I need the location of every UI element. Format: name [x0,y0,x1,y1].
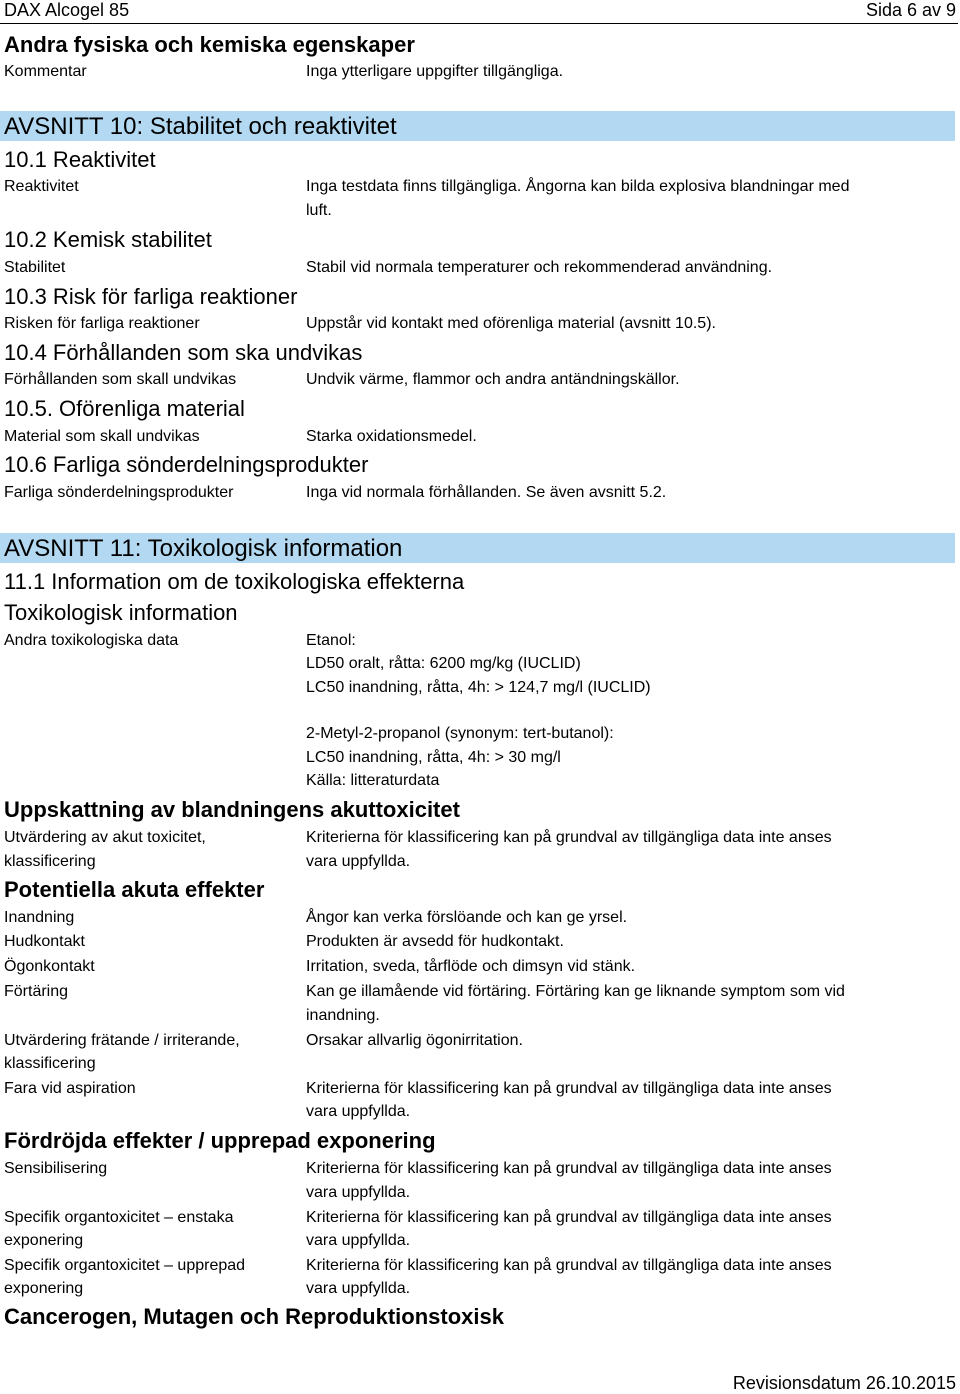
field-value-sensitisation-line2: vara uppfyllda. [306,1184,411,1201]
field-value-comment: Inga ytterligare uppgifter tillgängliga. [306,63,564,80]
field-value-acute-tox-line2: vara uppfyllda. [306,853,411,870]
subsection-10-4-title: 10.4 Förhållanden som ska undvikas [4,340,363,365]
field-value-decomposition-products: Inga vid normala förhållanden. Se även avsnitt 5.2. [306,484,667,501]
field-label-other-tox-data: Andra toxikologiska data [4,632,179,649]
field-value-stot-se-line1: Kriterierna för klassificering kan på grundval av tillgängliga data inte anses [306,1209,832,1226]
field-value-stot-re-line2: vara uppfyllda. [306,1280,411,1297]
page-number: Sida 6 av 9 [865,0,956,20]
field-label-stability: Stabilitet [4,259,66,276]
field-value-hazardous-reactions: Uppstår vid kontakt med oförenliga material (avsnitt 10.5). [306,315,716,332]
field-value-incompatible-materials: Starka oxidationsmedel. [306,428,477,445]
revision-date: Revisionsdatum 26.10.2015 [732,1373,956,1393]
field-label-conditions-avoid: Förhållanden som skall undvikas [4,371,237,388]
field-label-inhalation: Inandning [4,909,75,926]
subsection-10-1-title: 10.1 Reaktivitet [4,147,156,172]
subsection-10-5-title: 10.5. Oförenliga material [4,396,245,421]
tox-line: LD50 oralt, råtta: 6200 mg/kg (IUCLID) [306,655,581,672]
field-value-aspiration-line2: vara uppfyllda. [306,1103,411,1120]
potential-effects-title: Potentiella akuta effekter [4,877,265,902]
field-label-stot-se-2: exponering [4,1232,84,1249]
subsection-10-3-title: 10.3 Risk för farliga reaktioner [4,284,298,309]
field-value-corrosion: Orsakar allvarlig ögonirritation. [306,1032,523,1049]
acute-tox-title: Uppskattning av blandningens akuttoxicitet [4,797,460,822]
field-label-incompatible-materials: Material som skall undvikas [4,428,200,445]
field-label-sensitisation: Sensibilisering [4,1160,108,1177]
tox-line: Etanol: [306,632,356,649]
field-value-skin: Produkten är avsedd för hudkontakt. [306,933,564,950]
delayed-effects-title: Fördröjda effekter / upprepad exponering [4,1128,436,1153]
field-value-stability: Stabil vid normala temperaturer och rekommenderad användning. [306,259,773,276]
field-label-eye: Ögonkontakt [4,958,95,975]
field-label-decomposition-products: Farliga sönderdelningsprodukter [4,484,234,501]
field-value-reactivity-line2: luft. [306,202,332,219]
field-value-ingestion-line1: Kan ge illamående vid förtäring. Förtäring kan ge liknande symptom som vid [306,983,845,1000]
tox-line: 2-Metyl-2-propanol (synonym: tert-butanol): [306,725,614,742]
tox-info-title: Toxikologisk information [4,600,238,625]
section-11-title: AVSNITT 11: Toxikologisk information [4,535,403,562]
subsection-11-1-title: 11.1 Information om de toxikologiska effekterna [4,569,465,594]
field-label-corrosion: Utvärdering frätande / irriterande, [4,1032,240,1049]
header-divider [0,23,958,24]
field-value-inhalation: Ångor kan verka förslöande och kan ge yrsel. [306,909,628,926]
document-product-name: DAX Alcogel 85 [4,0,130,20]
tox-line: Källa: litteraturdata [306,772,440,789]
tox-line: LC50 inandning, råtta, 4h: > 30 mg/l [306,749,561,766]
field-value-conditions-avoid: Undvik värme, flammor och andra antändningskällor. [306,371,680,388]
section-10-title: AVSNITT 10: Stabilitet och reaktivitet [4,113,397,140]
cmr-title: Cancerogen, Mutagen och Reproduktionstoxisk [4,1304,504,1329]
subsection-10-6-title: 10.6 Farliga sönderdelningsprodukter [4,452,369,477]
field-value-aspiration-line1: Kriterierna för klassificering kan på grundval av tillgängliga data inte anses [306,1080,832,1097]
field-value-eye: Irritation, sveda, tårflöde och dimsyn vid stänk. [306,958,636,975]
field-label-comment: Kommentar [4,63,87,80]
field-value-ingestion-line2: inandning. [306,1007,380,1024]
field-value-acute-tox-line1: Kriterierna för klassificering kan på grundval av tillgängliga data inte anses [306,829,832,846]
subsection-10-2-title: 10.2 Kemisk stabilitet [4,227,212,252]
tox-line: LC50 inandning, råtta, 4h: > 124,7 mg/l (IUCLID) [306,679,651,696]
section-title-other-properties: Andra fysiska och kemiska egenskaper [4,32,415,57]
field-label-reactivity: Reaktivitet [4,178,79,195]
field-value-reactivity-line1: Inga testdata finns tillgängliga. Ångorna kan bilda explosiva blandningar med [306,178,850,195]
field-value-sensitisation-line1: Kriterierna för klassificering kan på grundval av tillgängliga data inte anses [306,1160,832,1177]
field-label-stot-se: Specifik organtoxicitet – enstaka [4,1209,234,1226]
field-label-aspiration: Fara vid aspiration [4,1080,136,1097]
field-label-acute-tox: Utvärdering av akut toxicitet, [4,829,206,846]
field-value-stot-re-line1: Kriterierna för klassificering kan på grundval av tillgängliga data inte anses [306,1257,832,1274]
field-label-skin: Hudkontakt [4,933,85,950]
field-label-hazardous-reactions: Risken för farliga reaktioner [4,315,200,332]
field-label-stot-re-2: exponering [4,1280,84,1297]
field-label-acute-tox-2: klassificering [4,853,96,870]
field-value-stot-se-line2: vara uppfyllda. [306,1232,411,1249]
field-label-corrosion-2: klassificering [4,1055,96,1072]
field-label-ingestion: Förtäring [4,983,69,1000]
field-label-stot-re: Specifik organtoxicitet – upprepad [4,1257,246,1274]
